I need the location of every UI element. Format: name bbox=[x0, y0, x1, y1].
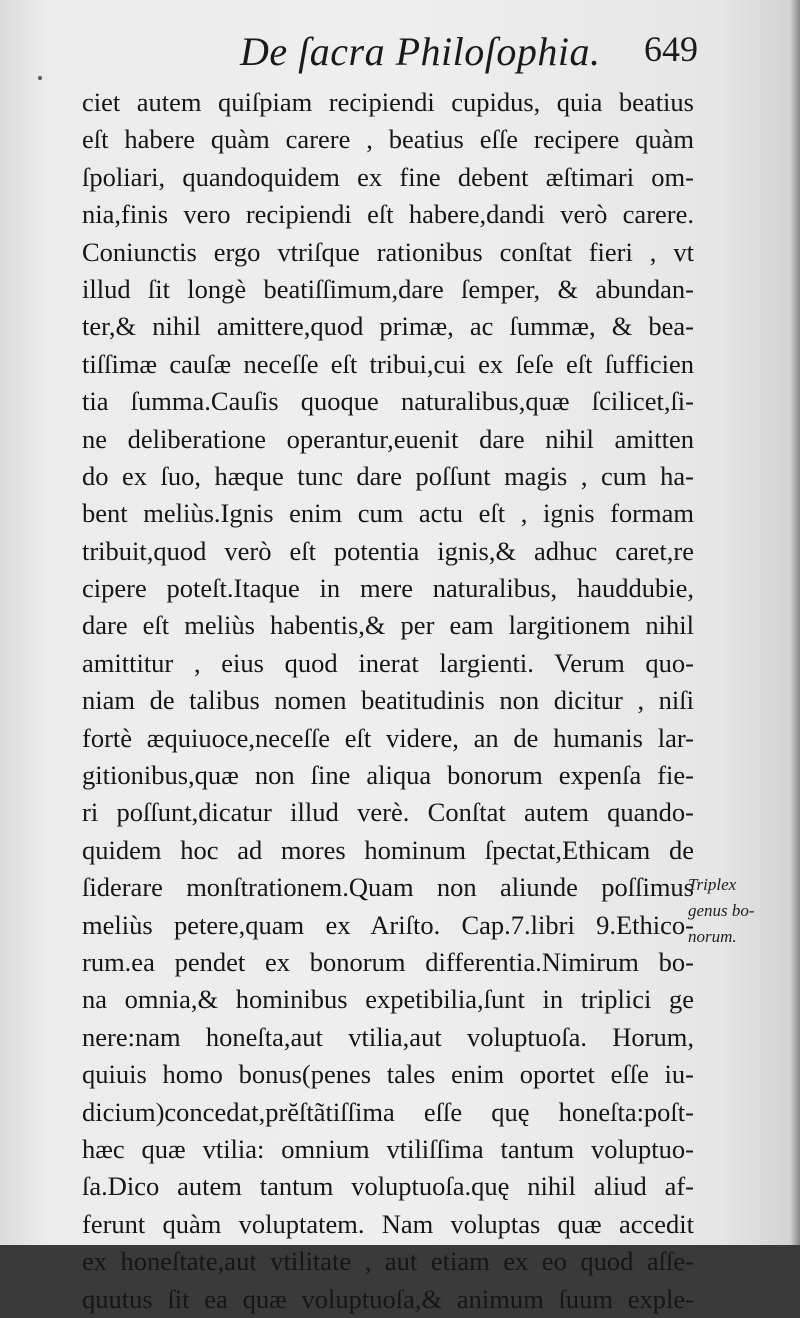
text-line: ſiderare monſtrationem.Quam non aliunde poſſimus bbox=[82, 872, 694, 903]
text-line: rum.ea pendet ex bonorum differentia.Nimirum bo- bbox=[82, 946, 694, 977]
text-line: ſpoliari, quandoquidem ex fine debent æſtimari om- bbox=[82, 161, 694, 192]
body-text bbox=[82, 84, 694, 1318]
text-line: ter,& nihil amittere,quod primæ, ac ſummæ, & bea- bbox=[82, 311, 694, 342]
text-line: Coniunctis ergo vtriſque rationibus conſtat fieri , vt bbox=[82, 236, 694, 267]
text-line: cipere poteſt.Itaque in mere naturalibus, hauddubie, bbox=[82, 573, 694, 604]
text-line: gitionibus,quæ non ſine aliqua bonorum expenſa fie- bbox=[82, 760, 694, 791]
text-line: na omnia,& hominibus expetibilia,ſunt in triplici ge bbox=[82, 984, 694, 1015]
text-line: meliùs petere,quam ex Ariſto. Cap.7.libri 9.Ethico- bbox=[82, 909, 694, 940]
text-line: nere:nam honeſta,aut vtilia,aut voluptuoſa. Horum, bbox=[82, 1021, 694, 1052]
text-line: ciet autem quiſpiam recipiendi cupidus, quia beatius bbox=[82, 87, 694, 117]
text-line: dare eſt meliùs habentis,& per eam largitionem nihil bbox=[82, 610, 694, 641]
text-line: ſa.Dico autem tantum voluptuoſa.quę nihil aliud af- bbox=[82, 1171, 694, 1202]
text-line: ne deliberatione operantur,euenit dare nihil amitten bbox=[82, 423, 694, 454]
margin-note-line: Triplex bbox=[688, 875, 737, 894]
margin-note bbox=[688, 872, 788, 950]
margin-note-line: norum. bbox=[688, 927, 737, 946]
page-number: 649 bbox=[644, 29, 698, 69]
text-line: quidem hoc ad mores hominum ſpectat,Ethicam de bbox=[82, 834, 694, 865]
text-line: bent meliùs.Ignis enim cum actu eſt , ignis formam bbox=[82, 498, 694, 529]
text-line: quutus ſit ea quæ voluptuoſa,& animum ſuum exple- bbox=[82, 1283, 694, 1314]
text-line: tiſſimæ cauſæ neceſſe eſt tribui,cui ex ſeſe eſt ſufficien bbox=[82, 348, 694, 379]
text-line: illud ſit longè beatiſſimum,dare ſemper, & abundan- bbox=[82, 273, 694, 304]
text-line: niam de talibus nomen beatitudinis non dicitur , niſi bbox=[82, 685, 694, 716]
text-line: ri poſſunt,dicatur illud verè. Conſtat autem quando- bbox=[82, 797, 694, 828]
running-head: De ſacra Philoſophia. bbox=[240, 29, 601, 74]
text-line: tia ſumma.Cauſis quoque naturalibus,quæ ſcilicet,ſi- bbox=[82, 386, 694, 417]
text-line: do ex ſuo, hæque tunc dare poſſunt magis , cum ha- bbox=[82, 460, 694, 491]
text-line: hæc quæ vtilia: omnium vtiliſſima tantum voluptuo- bbox=[82, 1133, 694, 1164]
text-line: eſt habere quàm carere , beatius eſſe recipere quàm bbox=[82, 124, 694, 155]
text-line: quiuis homo bonus(penes tales enim oportet eſſe iu- bbox=[82, 1059, 694, 1090]
text-line: ferunt quàm voluptatem. Nam voluptas quæ accedit bbox=[82, 1208, 694, 1239]
ink-speck bbox=[38, 76, 42, 80]
margin-note-line: genus bo- bbox=[688, 901, 755, 920]
text-line: dicium)concedat,prĕſtãtiſſima eſſe quę honeſta:poſt- bbox=[82, 1096, 694, 1127]
text-line: nia,finis vero recipiendi eſt habere,dandi verò carere. bbox=[82, 199, 694, 230]
text-line: ex honeſtate,aut vtilitate , aut etiam ex eo quod aſſe- bbox=[82, 1246, 694, 1277]
text-line: tribuit,quod verò eſt potentia ignis,& adhuc caret,re bbox=[82, 535, 694, 566]
text-line: amittitur , eius quod inerat largienti. Verum quo- bbox=[82, 647, 694, 678]
text-line: fortè æquiuoce,neceſſe eſt videre, an de humanis lar- bbox=[82, 722, 694, 753]
